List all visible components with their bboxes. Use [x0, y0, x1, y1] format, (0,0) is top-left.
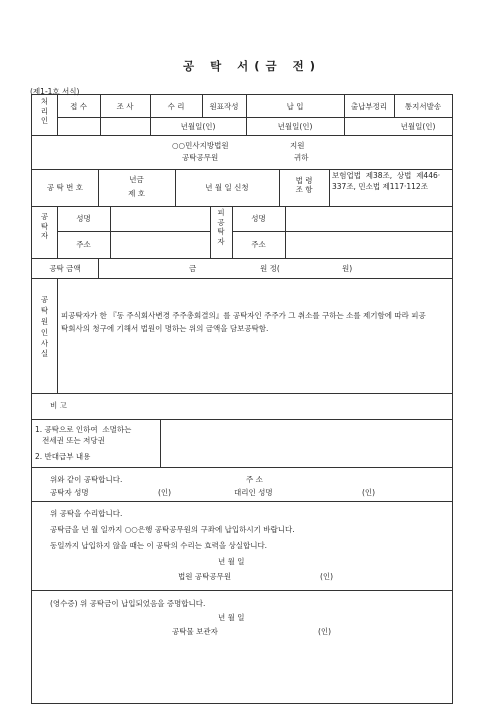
apply-date: 년 월 일 신청	[205, 183, 249, 192]
depositor-address-label: 주소	[76, 240, 91, 249]
deposit-year: 년금	[129, 175, 144, 184]
law-articles: 보험업법 제38조, 상법 제446· 337조, 민소법 제117·112조	[332, 171, 441, 191]
request-line: 위와 같이 공탁합니다.	[50, 475, 123, 484]
date-seal-2: 년월일(인)	[277, 122, 313, 131]
depositee-address-label: 주소	[251, 240, 266, 249]
receipt-line: (영수증) 위 공탁금이 납입되었음을 증명합니다.	[50, 599, 206, 608]
court-officer: 공탁공무원	[182, 153, 219, 162]
deposit-number: 제 호	[128, 189, 145, 198]
acceptance-line-2: 공탁금을 년 월 일까지 ○○은행 공탁공무원의 구좌에 납입하시기 바랍니다.	[50, 525, 295, 534]
document-title: 공 탁 서(금 전)	[182, 59, 322, 73]
custodian-label: 공탁물 보관자	[172, 627, 218, 636]
remarks-label: 비 고	[50, 401, 67, 410]
custodian-seal: (인)	[318, 627, 332, 636]
cause-text: 피공탁자가 한 『동 주식회사변경 주주총회결의』를 공탁자인 주주가 그 취소를 구하는 소를 제기함에 따라 피공탁회사의 청구에 기해서 법원이 명하는 위의 금액을 담보공탁함.	[61, 311, 426, 334]
depositor-name-label: 성명	[76, 214, 91, 223]
header-receipt: 접 수	[70, 102, 87, 111]
form-number: (제1-1호 서식)	[30, 87, 80, 96]
header-notice: 통지서발송	[404, 102, 442, 111]
address-label: 주 소	[246, 475, 263, 484]
header-payment: 납 입	[286, 102, 304, 111]
acceptance-date: 년 월 일	[218, 557, 245, 566]
date-seal-1: 년월일(인)	[180, 122, 216, 131]
depositor-label: 공 탁 자	[40, 212, 49, 241]
depositee-name-label: 성명	[251, 214, 266, 223]
depositor-seal: (인)	[158, 488, 172, 497]
deposit-number-label: 공 탁 번 호	[46, 183, 84, 192]
law-label: 법 령 조 항	[295, 176, 313, 195]
acceptance-seal: (인)	[320, 572, 334, 581]
amount-text: 원 정(	[260, 264, 280, 273]
deposit-form	[31, 94, 453, 704]
depositor-signature-label: 공탁자 성명	[50, 488, 89, 497]
cause-label: 공 탁 원 인 사 실	[40, 295, 49, 359]
header-ledger: 원표작성	[209, 102, 239, 111]
header-cashbook: 출납부정리	[350, 102, 388, 111]
amount-won-prefix: 금	[189, 264, 197, 273]
processor-label: 처 리 인	[40, 97, 49, 126]
acceptance-line-1: 위 공탁을 수리합니다.	[50, 509, 123, 518]
agent-seal: (인)	[362, 488, 376, 497]
acceptance-line-3: 동일까지 납입하지 않을 때는 이 공탁의 수리는 효력을 상실합니다.	[50, 541, 268, 550]
note-item-2: 2. 반대급부 내용	[35, 452, 91, 461]
court-branch: 지원	[290, 141, 305, 150]
amount-label: 공탁 금액	[49, 264, 81, 273]
agent-signature-label: 대리인 성명	[234, 488, 273, 497]
acceptance-officer: 법원 공탁공무원	[178, 572, 232, 581]
depositee-label: 피 공 탁 자	[217, 208, 225, 246]
receipt-date: 년 월 일	[218, 613, 245, 622]
court-name: ○○민사지방법원	[172, 141, 229, 150]
amount-close: 원)	[342, 264, 353, 273]
note-item-1: 1. 공탁으로 인하여 소멸하는 전세권 또는 저당권	[35, 425, 132, 445]
court-addressee: 귀하	[294, 153, 309, 162]
header-investigation: 조 사	[116, 102, 134, 111]
header-acceptance: 수 리	[167, 102, 185, 111]
date-seal-3: 년월일(인)	[400, 122, 436, 131]
